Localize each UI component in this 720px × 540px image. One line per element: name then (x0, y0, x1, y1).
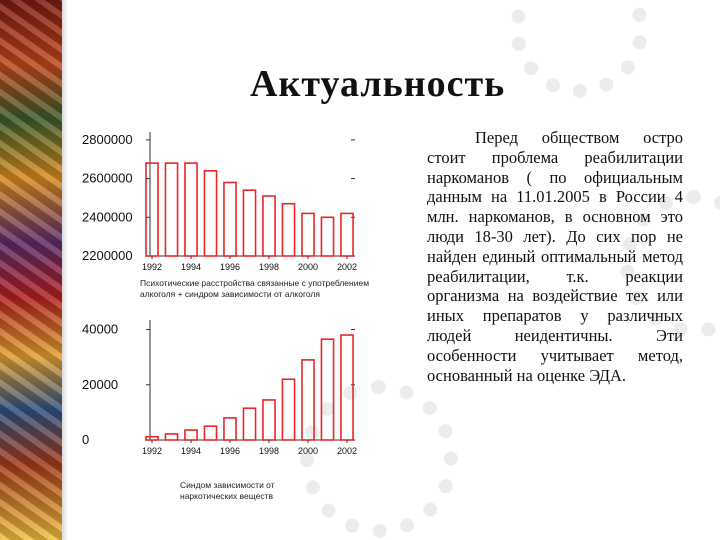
bar (282, 204, 294, 256)
chart-caption-line: Синдом зависимости от (180, 480, 275, 490)
bar (302, 213, 314, 256)
background-gear-decoration (510, 0, 648, 98)
bar (185, 430, 197, 440)
bar (243, 190, 255, 256)
chart-caption-line: алкоголя + синдром зависимости от алкоголя (140, 289, 320, 299)
slide-body-text: Перед обществом остро стоит проблема реабилитации наркоманов ( по официальным данным на 11.01.2005 в России 4 млн. наркоманов, в основном это люди 18-30 лет). До сих пор не найден единый оптимальный метод реабилитации, т.к. реакции организма на воздействие тех или иных препаратов у различных людей неидентичны. Эти особенности учитывает метод, основанный на оценке ЭДА. (427, 128, 683, 385)
x-tick-label: 1994 (180, 262, 202, 272)
bar (243, 408, 255, 440)
x-tick-label: 1992 (141, 262, 163, 272)
x-tick-label: 2000 (297, 446, 319, 456)
x-tick-label: 1998 (258, 262, 280, 272)
chart-caption-line: Психотические расстройства связанные с употреблением (140, 278, 370, 288)
bar (204, 426, 216, 440)
bar (302, 360, 314, 440)
x-tick-label: 1998 (258, 446, 280, 456)
chart-caption-line: наркотических веществ (180, 491, 274, 501)
x-tick-label: 2002 (336, 262, 358, 272)
decorative-side-strip (0, 0, 62, 540)
bar (185, 163, 197, 256)
x-tick-label: 1996 (219, 262, 241, 272)
bar (224, 418, 236, 440)
bar (321, 217, 333, 256)
y-tick-label: 2400000 (82, 209, 133, 225)
bar (224, 182, 236, 256)
bar (146, 437, 158, 440)
bar (341, 213, 353, 256)
x-tick-label: 1992 (141, 446, 163, 456)
slide-title: Актуальность (250, 63, 506, 105)
bar (263, 400, 275, 440)
y-tick-label: 40000 (82, 321, 119, 337)
bar (321, 339, 333, 440)
y-tick-label: 20000 (82, 376, 119, 392)
y-tick-label: 2800000 (82, 131, 133, 147)
bar (282, 379, 294, 440)
x-tick-label: 2002 (336, 446, 358, 456)
bar (263, 196, 275, 256)
y-tick-label: 2600000 (82, 170, 133, 186)
x-tick-label: 2000 (297, 262, 319, 272)
decorative-strip-edge (62, 0, 68, 540)
x-tick-label: 1996 (219, 446, 241, 456)
bar (165, 434, 177, 440)
bar (341, 335, 353, 440)
bar (204, 171, 216, 256)
bar (165, 163, 177, 256)
x-tick-label: 1994 (180, 446, 202, 456)
y-tick-label: 2200000 (82, 248, 133, 263)
bar (146, 163, 158, 256)
charts-area (80, 118, 380, 518)
y-tick-label: 0 (82, 432, 90, 447)
